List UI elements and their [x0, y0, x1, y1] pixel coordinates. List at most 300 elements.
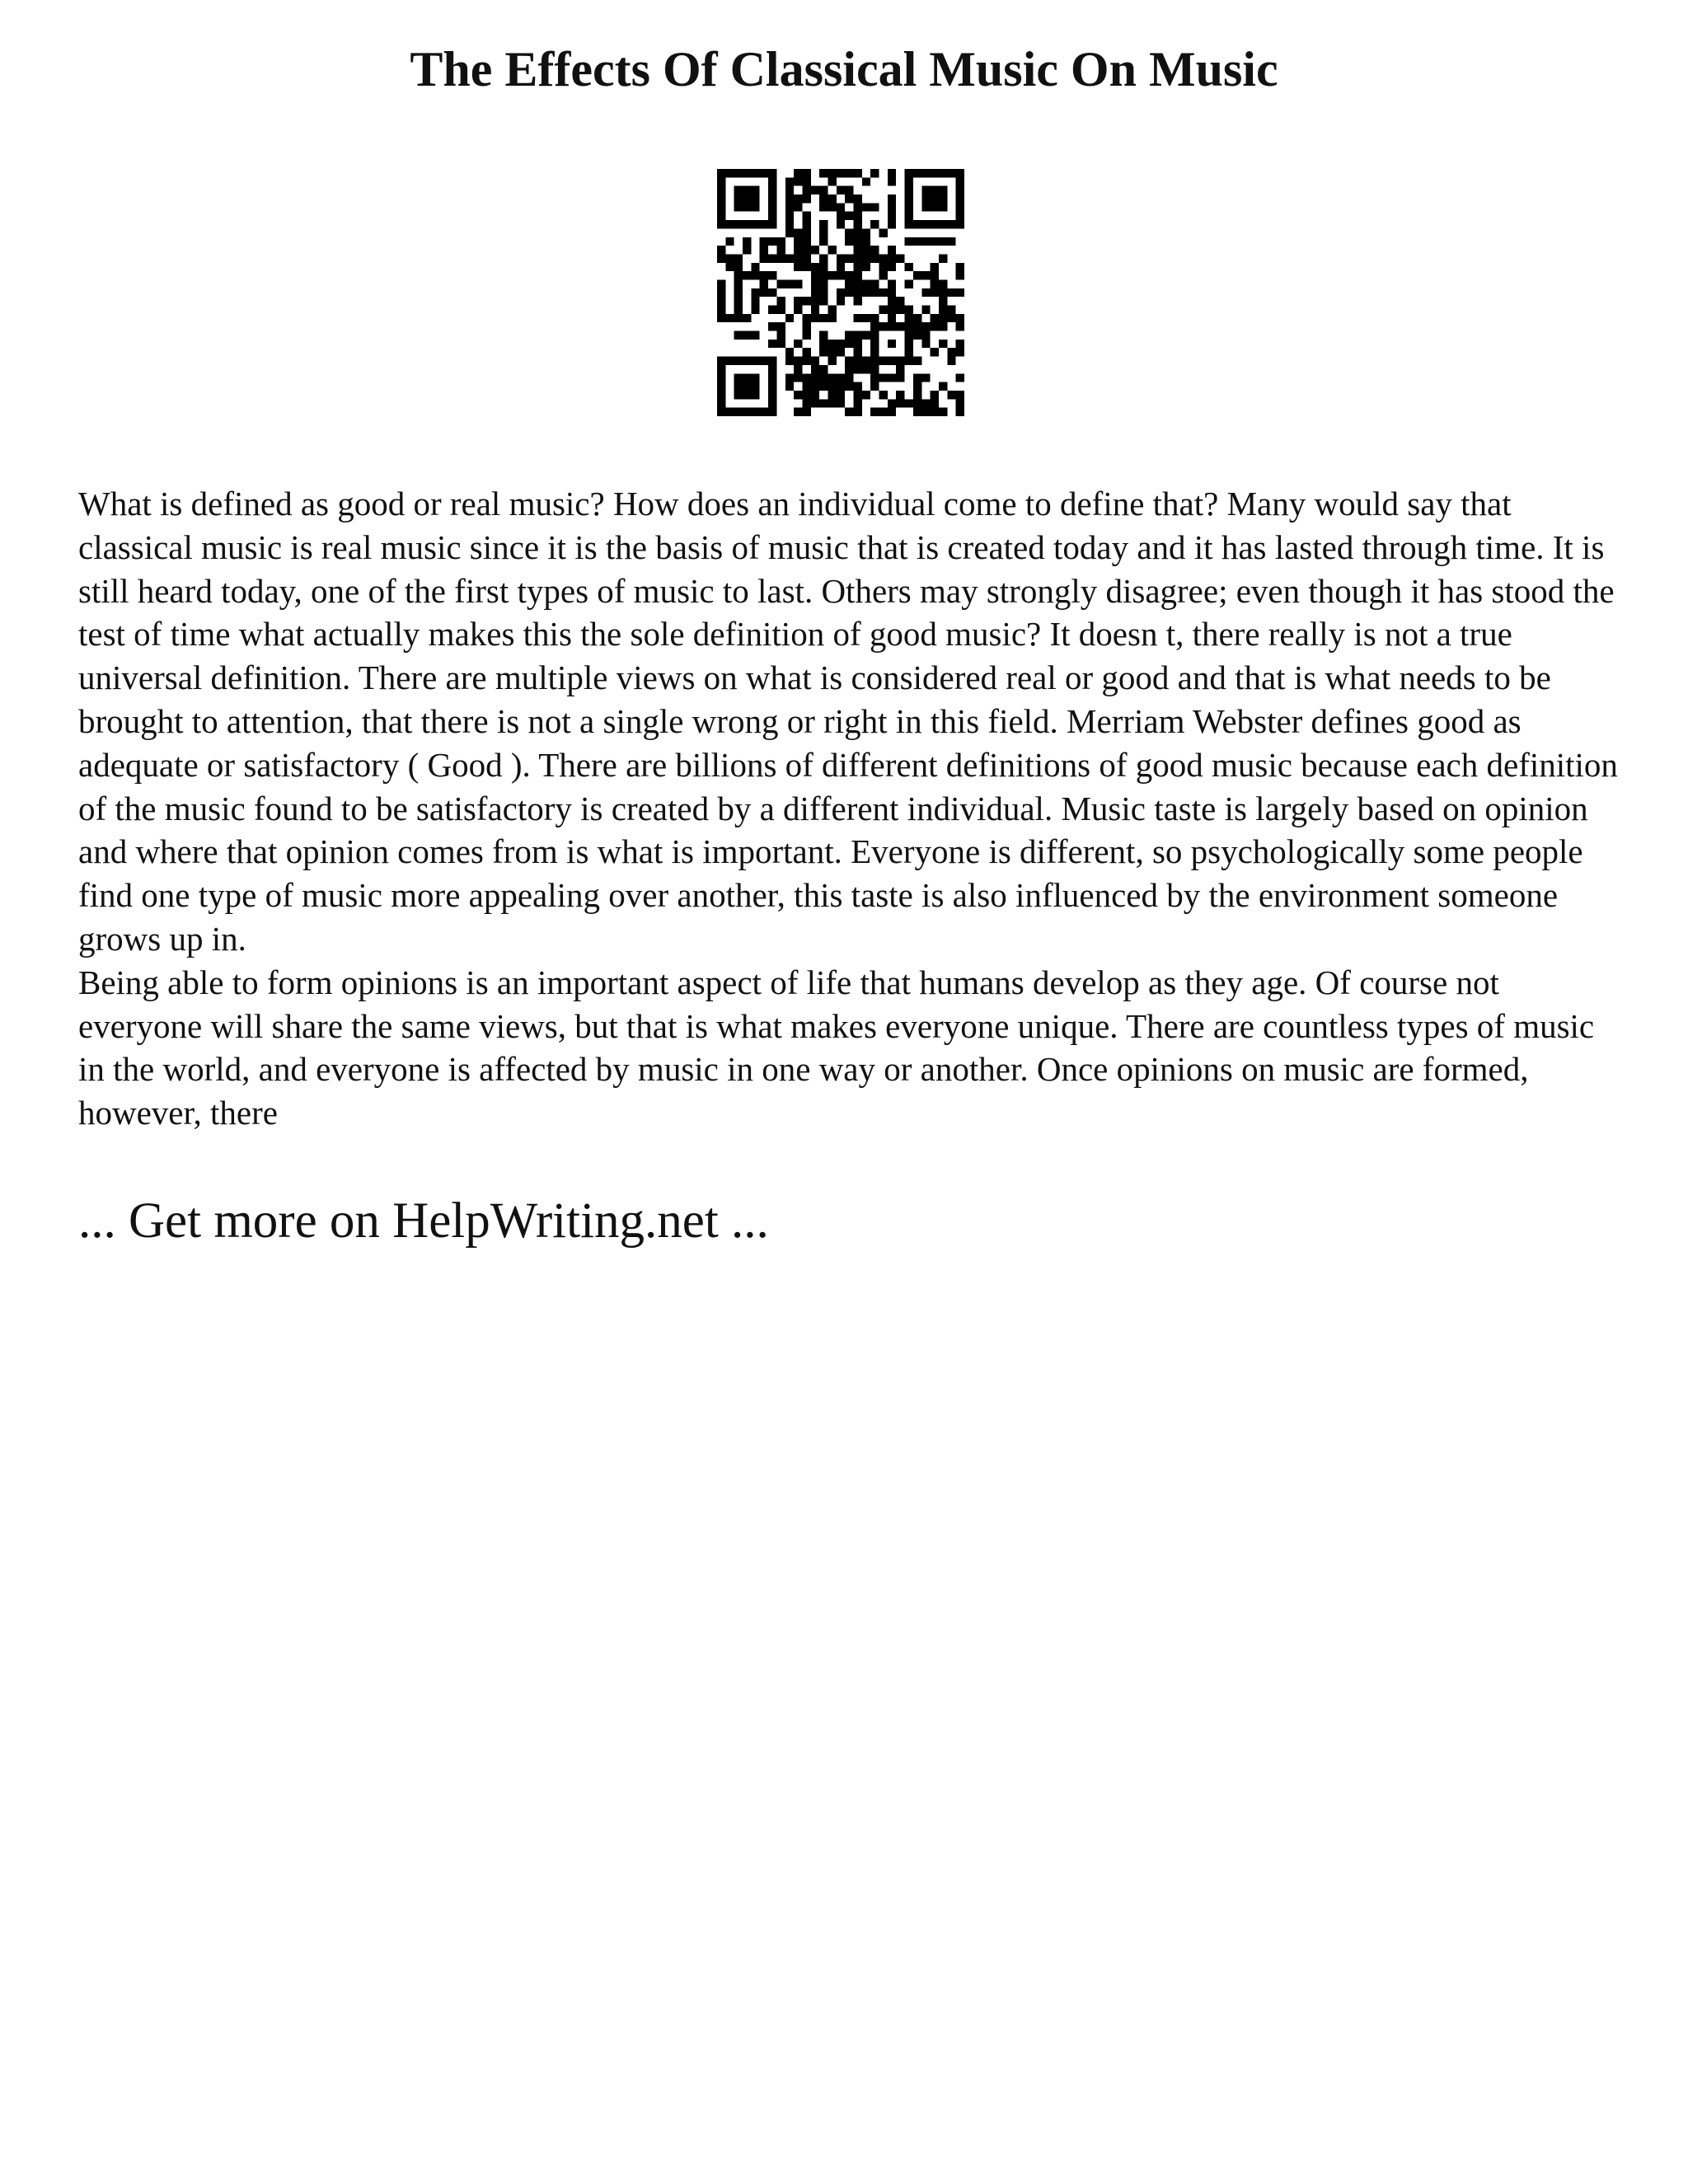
qr-module — [717, 391, 725, 399]
qr-module — [862, 391, 870, 399]
qr-module — [734, 408, 743, 416]
qr-module — [879, 373, 888, 382]
qr-module — [743, 194, 751, 203]
qr-module — [802, 331, 810, 340]
qr-module — [837, 169, 845, 177]
qr-module — [845, 169, 853, 177]
qr-module — [888, 254, 896, 262]
qr-module — [947, 391, 955, 399]
qr-module — [905, 186, 913, 194]
qr-code-graphic — [717, 169, 964, 416]
qr-module — [743, 408, 751, 416]
qr-module — [776, 246, 785, 254]
qr-module — [888, 322, 896, 330]
qr-module — [845, 288, 853, 297]
qr-module — [845, 186, 853, 194]
qr-module — [913, 357, 921, 365]
qr-module — [862, 279, 870, 288]
qr-module — [811, 246, 819, 254]
qr-module — [811, 306, 819, 314]
qr-module — [862, 314, 870, 322]
qr-module — [717, 297, 725, 305]
qr-module — [828, 373, 836, 382]
qr-module — [870, 365, 879, 373]
qr-module — [879, 254, 888, 262]
qr-module — [717, 186, 725, 194]
qr-module — [870, 322, 879, 330]
qr-module — [870, 203, 879, 211]
qr-module — [854, 399, 862, 407]
qr-module — [888, 177, 896, 185]
qr-module — [896, 297, 904, 305]
qr-module — [819, 297, 828, 305]
qr-module — [921, 220, 930, 228]
qr-module — [802, 297, 810, 305]
qr-module — [819, 331, 828, 340]
qr-module — [905, 194, 913, 203]
qr-module — [802, 314, 810, 322]
qr-module — [751, 169, 759, 177]
qr-module — [768, 340, 776, 348]
qr-module — [794, 203, 802, 211]
qr-module — [743, 373, 751, 382]
qr-module — [931, 237, 939, 246]
qr-module — [794, 246, 802, 254]
qr-module — [743, 203, 751, 211]
qr-module — [956, 220, 964, 228]
qr-module — [837, 212, 845, 220]
qr-module — [956, 373, 964, 382]
qr-module — [862, 331, 870, 340]
qr-module — [717, 306, 725, 314]
qr-module — [845, 382, 853, 391]
qr-module — [794, 373, 802, 382]
qr-module — [802, 357, 810, 365]
qr-module — [743, 186, 751, 194]
qr-module — [811, 271, 819, 279]
qr-module — [947, 220, 955, 228]
qr-module — [956, 340, 964, 348]
qr-module — [845, 254, 853, 262]
qr-module — [845, 408, 853, 416]
qr-module — [760, 254, 768, 262]
qr-module — [956, 391, 964, 399]
qr-module — [717, 254, 725, 262]
qr-module — [751, 331, 759, 340]
qr-module — [785, 203, 794, 211]
qr-module — [837, 382, 845, 391]
qr-module — [854, 254, 862, 262]
qr-module — [751, 373, 759, 382]
qr-module — [785, 228, 794, 237]
qr-module — [751, 391, 759, 399]
qr-module — [717, 288, 725, 297]
qr-module — [828, 194, 836, 203]
qr-module — [913, 331, 921, 340]
qr-module — [845, 279, 853, 288]
qr-module — [956, 399, 964, 407]
qr-module — [760, 220, 768, 228]
qr-module — [717, 382, 725, 391]
qr-module — [845, 373, 853, 382]
qr-module — [785, 382, 794, 391]
qr-module — [862, 177, 870, 185]
paragraph: What is defined as good or real music? How does an individual come to define that? Many would say that classical music is real music since it is the basis of music that is created today and it has lasted through time. It is still heard today, one of the first types of music to last. Others may strongly disagree; even though it has stood the test of time what actually makes this the sole definition of good music? It doesn t, there really is not a true universal definition. There are multiple views on what is considered real or good and that is what needs to be brought to attention, that there is not a single wrong or right in this field. Merriam Webster defines good as adequate or satisfactory ( Good ). There are billions of different definitions of good music because each definition of the music found to be satisfactory is created by a different individual. Music taste is largely based on opinion and where that opinion comes from is what is important. Everyone is different, so psychologically some people find one type of music more appealing over another, this taste is also influenced by the environment someone grows up in. — [78, 485, 1618, 958]
qr-module — [794, 237, 802, 246]
qr-module — [776, 340, 785, 348]
qr-module — [837, 186, 845, 194]
qr-module — [870, 357, 879, 365]
qr-module — [743, 246, 751, 254]
qr-module — [879, 271, 888, 279]
qr-module — [768, 357, 776, 365]
qr-module — [751, 357, 759, 365]
qr-module — [743, 220, 751, 228]
qr-module — [837, 297, 845, 305]
qr-module — [854, 382, 862, 391]
qr-module — [811, 288, 819, 297]
qr-module — [751, 263, 759, 271]
qr-module — [931, 348, 939, 356]
qr-module — [896, 322, 904, 330]
qr-module — [768, 177, 776, 185]
qr-module — [870, 246, 879, 254]
qr-module — [768, 399, 776, 407]
qr-module — [734, 373, 743, 382]
qr-module — [939, 169, 947, 177]
qr-module — [751, 382, 759, 391]
qr-module — [854, 228, 862, 237]
qr-module — [828, 382, 836, 391]
qr-module — [931, 271, 939, 279]
qr-module — [819, 220, 828, 228]
qr-module — [811, 373, 819, 382]
qr-module — [734, 279, 743, 288]
qr-module — [837, 399, 845, 407]
qr-module — [802, 177, 810, 185]
qr-module — [734, 263, 743, 271]
qr-module — [854, 408, 862, 416]
qr-module — [921, 373, 930, 382]
qr-module — [828, 348, 836, 356]
qr-module — [956, 177, 964, 185]
qr-module — [768, 194, 776, 203]
qr-module — [717, 212, 725, 220]
qr-module — [896, 306, 904, 314]
qr-module — [819, 382, 828, 391]
qr-module — [811, 279, 819, 288]
qr-module — [854, 331, 862, 340]
qr-module — [888, 220, 896, 228]
qr-module — [743, 314, 751, 322]
get-more-link[interactable]: ... Get more on HelpWriting.net ... — [78, 1193, 769, 1249]
qr-module — [725, 408, 734, 416]
qr-module — [870, 348, 879, 356]
qr-module — [802, 254, 810, 262]
qr-module — [888, 306, 896, 314]
qr-module — [879, 263, 888, 271]
qr-module — [888, 263, 896, 271]
qr-module — [862, 263, 870, 271]
qr-module — [785, 373, 794, 382]
qr-module — [776, 322, 785, 330]
qr-module — [802, 186, 810, 194]
qr-module — [717, 177, 725, 185]
qr-module — [785, 254, 794, 262]
qr-module — [794, 297, 802, 305]
qr-module — [743, 237, 751, 246]
qr-module — [837, 391, 845, 399]
qr-module — [785, 177, 794, 185]
qr-module — [776, 279, 785, 288]
qr-module — [717, 220, 725, 228]
qr-module — [794, 194, 802, 203]
qr-module — [734, 254, 743, 262]
qr-module — [939, 254, 947, 262]
qr-module — [811, 297, 819, 305]
qr-module — [854, 212, 862, 220]
qr-module — [751, 271, 759, 279]
qr-module — [879, 228, 888, 237]
qr-module — [785, 220, 794, 228]
qr-module — [828, 391, 836, 399]
qr-module — [956, 408, 964, 416]
qr-module — [947, 169, 955, 177]
qr-module — [956, 194, 964, 203]
qr-module — [725, 357, 734, 365]
qr-module — [862, 365, 870, 373]
qr-module — [785, 194, 794, 203]
qr-module — [819, 271, 828, 279]
qr-module — [837, 203, 845, 211]
qr-module — [913, 237, 921, 246]
qr-module — [939, 220, 947, 228]
qr-module — [819, 186, 828, 194]
qr-module — [862, 228, 870, 237]
qr-module — [870, 254, 879, 262]
qr-module — [725, 237, 734, 246]
qr-module — [939, 279, 947, 288]
qr-module — [921, 237, 930, 246]
qr-module — [905, 399, 913, 407]
qr-module — [751, 288, 759, 297]
qr-module — [819, 279, 828, 288]
qr-module — [802, 348, 810, 356]
qr-module — [854, 288, 862, 297]
qr-module — [905, 357, 913, 365]
qr-module — [811, 357, 819, 365]
qr-module — [888, 297, 896, 305]
qr-module — [802, 194, 810, 203]
qr-module — [854, 297, 862, 305]
page-title: The Effects Of Classical Music On Music — [410, 42, 1278, 96]
qr-module — [717, 357, 725, 365]
qr-module — [768, 212, 776, 220]
qr-module — [896, 373, 904, 382]
qr-module — [837, 288, 845, 297]
qr-module — [828, 357, 836, 365]
qr-module — [802, 408, 810, 416]
qr-module — [811, 314, 819, 322]
qr-module — [802, 373, 810, 382]
qr-module — [939, 237, 947, 246]
qr-module — [776, 297, 785, 305]
qr-module — [837, 254, 845, 262]
qr-code-icon[interactable] — [717, 169, 964, 416]
qr-module — [819, 288, 828, 297]
qr-module — [956, 212, 964, 220]
qr-module — [811, 186, 819, 194]
qr-module — [768, 373, 776, 382]
qr-module — [896, 357, 904, 365]
qr-module — [717, 373, 725, 382]
qr-module — [854, 314, 862, 322]
qr-module — [905, 322, 913, 330]
qr-module — [931, 263, 939, 271]
qr-module — [717, 399, 725, 407]
qr-module — [734, 220, 743, 228]
qr-module — [794, 263, 802, 271]
qr-module — [802, 382, 810, 391]
qr-module — [845, 194, 853, 203]
qr-module — [939, 306, 947, 314]
qr-module — [921, 203, 930, 211]
qr-module — [776, 237, 785, 246]
qr-module — [888, 408, 896, 416]
qr-module — [956, 169, 964, 177]
qr-module — [879, 357, 888, 365]
qr-module — [913, 373, 921, 382]
qr-module — [931, 186, 939, 194]
qr-module — [760, 237, 768, 246]
qr-module — [819, 228, 828, 237]
qr-module — [776, 254, 785, 262]
qr-module — [819, 399, 828, 407]
qr-module — [751, 220, 759, 228]
qr-module — [768, 408, 776, 416]
qr-module — [921, 271, 930, 279]
qr-module — [905, 340, 913, 348]
qr-module — [921, 169, 930, 177]
qr-module — [854, 365, 862, 373]
qr-module — [921, 306, 930, 314]
qr-module — [828, 203, 836, 211]
qr-module — [760, 288, 768, 297]
qr-module — [768, 271, 776, 279]
qr-module — [905, 237, 913, 246]
qr-module — [794, 306, 802, 314]
qr-module — [913, 322, 921, 330]
qr-module — [734, 203, 743, 211]
qr-module — [751, 306, 759, 314]
qr-module — [717, 314, 725, 322]
qr-module — [743, 271, 751, 279]
qr-module — [862, 254, 870, 262]
qr-module — [768, 322, 776, 330]
qr-module — [931, 220, 939, 228]
qr-module — [879, 408, 888, 416]
qr-module — [734, 357, 743, 365]
qr-module — [794, 279, 802, 288]
qr-module — [768, 288, 776, 297]
qr-module — [802, 212, 810, 220]
qr-module — [888, 194, 896, 203]
qr-module — [888, 169, 896, 177]
qr-module — [879, 306, 888, 314]
qr-module — [913, 382, 921, 391]
qr-module — [921, 288, 930, 297]
qr-module — [717, 365, 725, 373]
qr-module — [862, 246, 870, 254]
qr-module — [785, 348, 794, 356]
qr-module — [939, 203, 947, 211]
qr-module — [794, 391, 802, 399]
qr-module — [947, 314, 955, 322]
qr-module — [845, 340, 853, 348]
qr-module — [768, 254, 776, 262]
qr-module — [819, 263, 828, 271]
qr-module — [939, 186, 947, 194]
qr-module — [947, 288, 955, 297]
qr-module — [905, 203, 913, 211]
qr-module — [888, 279, 896, 288]
qr-module — [768, 186, 776, 194]
qr-module — [819, 365, 828, 373]
qr-module — [768, 306, 776, 314]
qr-module — [854, 391, 862, 399]
qr-module — [760, 246, 768, 254]
qr-module — [828, 169, 836, 177]
qr-module — [725, 314, 734, 322]
qr-module — [931, 408, 939, 416]
qr-module — [931, 194, 939, 203]
qr-module — [905, 348, 913, 356]
qr-module — [854, 340, 862, 348]
qr-module — [751, 203, 759, 211]
qr-module — [819, 203, 828, 211]
qr-module — [734, 194, 743, 203]
qr-module — [734, 382, 743, 391]
qr-module — [870, 169, 879, 177]
qr-module — [888, 288, 896, 297]
qr-module — [837, 263, 845, 271]
qr-module — [854, 237, 862, 246]
qr-module — [785, 279, 794, 288]
qr-module — [768, 203, 776, 211]
qr-module — [828, 246, 836, 254]
qr-module — [870, 331, 879, 340]
qr-module — [845, 271, 853, 279]
qr-module — [725, 220, 734, 228]
qr-module — [854, 220, 862, 228]
qr-module — [751, 194, 759, 203]
qr-module — [947, 237, 955, 246]
qr-module — [785, 357, 794, 365]
qr-module — [743, 357, 751, 365]
qr-module — [956, 314, 964, 322]
qr-module — [734, 169, 743, 177]
qr-module — [802, 220, 810, 228]
qr-module — [768, 220, 776, 228]
qr-module — [751, 186, 759, 194]
qr-module — [862, 237, 870, 246]
qr-module — [956, 271, 964, 279]
qr-module — [717, 194, 725, 203]
qr-module — [845, 365, 853, 373]
qr-module — [734, 391, 743, 399]
qr-module — [939, 314, 947, 322]
qr-module — [828, 399, 836, 407]
